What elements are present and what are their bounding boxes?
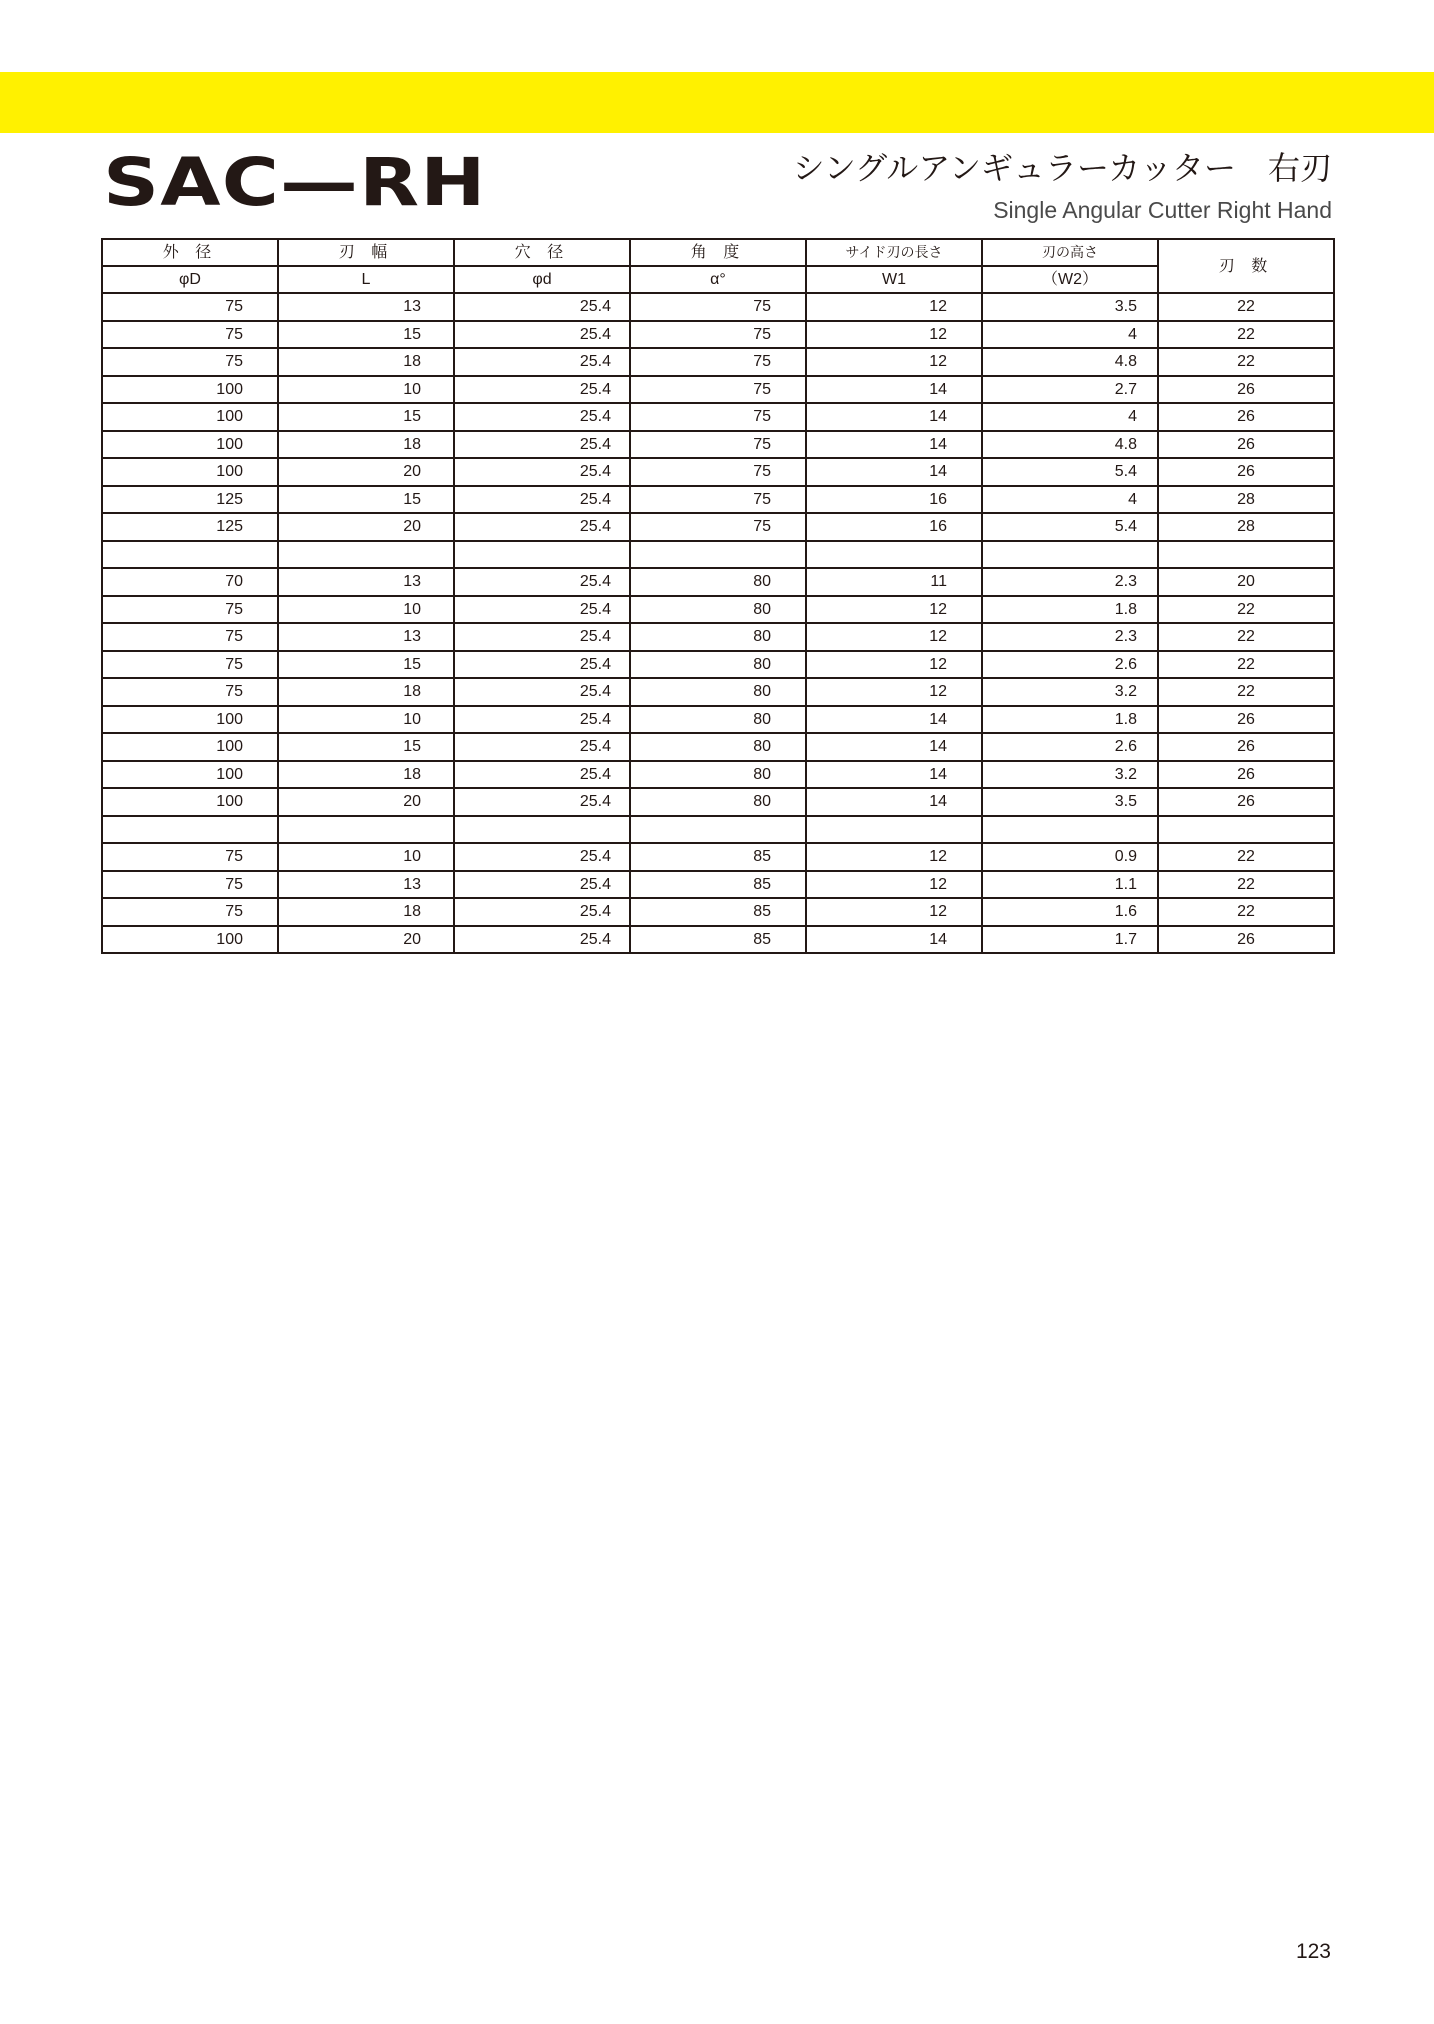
table-cell: 10 (278, 596, 454, 624)
table-cell: 100 (102, 706, 278, 734)
table-cell: 80 (630, 706, 806, 734)
table-cell: 75 (102, 293, 278, 321)
table-row (102, 788, 1334, 816)
header-outer-diameter: 外 径 (102, 239, 278, 266)
table-cell: 1.8 (982, 706, 1158, 734)
table-cell: 26 (1158, 431, 1334, 459)
table-cell: 25.4 (454, 898, 630, 926)
table-cell (806, 541, 982, 569)
table-cell: 14 (806, 788, 982, 816)
table-cell: 18 (278, 678, 454, 706)
table-cell: 12 (806, 898, 982, 926)
table-row (102, 348, 1334, 376)
table-cell: 26 (1158, 926, 1334, 954)
header-row-sub (102, 266, 1334, 293)
table-cell: 2.6 (982, 651, 1158, 679)
table-cell: 22 (1158, 293, 1334, 321)
table-cell: 100 (102, 733, 278, 761)
table-cell: 75 (630, 458, 806, 486)
header-sub-w1: W1 (806, 266, 982, 293)
table-row (102, 651, 1334, 679)
header-bore: 穴 径 (454, 239, 630, 266)
table-row (102, 596, 1334, 624)
table-cell: 100 (102, 458, 278, 486)
table-row (102, 376, 1334, 404)
table-row (102, 541, 1334, 569)
table-cell: 80 (630, 761, 806, 789)
table-cell (278, 541, 454, 569)
table-cell: 80 (630, 651, 806, 679)
table-cell: 13 (278, 293, 454, 321)
table-row (102, 898, 1334, 926)
table-cell: 12 (806, 348, 982, 376)
table-cell: 25.4 (454, 513, 630, 541)
table-row (102, 431, 1334, 459)
table-cell: 75 (102, 321, 278, 349)
table-cell: 75 (102, 623, 278, 651)
header-sub-phid: φd (454, 266, 630, 293)
table-cell: 125 (102, 486, 278, 514)
table-cell: 14 (806, 431, 982, 459)
table-cell: 75 (630, 293, 806, 321)
table-cell: 18 (278, 348, 454, 376)
table-cell: 80 (630, 623, 806, 651)
table-cell: 100 (102, 431, 278, 459)
table-cell: 14 (806, 733, 982, 761)
table-cell: 22 (1158, 596, 1334, 624)
header-row-top (102, 239, 1334, 266)
page-number: 123 (1295, 1940, 1331, 1963)
table-cell: 1.1 (982, 871, 1158, 899)
table-cell: 3.2 (982, 761, 1158, 789)
table-cell: 20 (278, 458, 454, 486)
table-cell: 14 (806, 706, 982, 734)
table-cell: 15 (278, 651, 454, 679)
table-cell: 11 (806, 568, 982, 596)
table-cell: 26 (1158, 458, 1334, 486)
table-cell: 25.4 (454, 486, 630, 514)
table-cell: 100 (102, 403, 278, 431)
table-cell: 100 (102, 761, 278, 789)
table-row (102, 706, 1334, 734)
table-cell: 18 (278, 898, 454, 926)
table-cell: 80 (630, 788, 806, 816)
table-cell: 25.4 (454, 403, 630, 431)
table-cell: 80 (630, 596, 806, 624)
table-cell (102, 816, 278, 844)
table-cell: 75 (102, 596, 278, 624)
table-cell: 5.4 (982, 458, 1158, 486)
table-cell: 12 (806, 651, 982, 679)
table-row (102, 458, 1334, 486)
table-cell: 100 (102, 376, 278, 404)
table-cell: 26 (1158, 376, 1334, 404)
table-cell: 25.4 (454, 926, 630, 954)
product-code: SAC—RH (103, 144, 487, 221)
table-cell: 75 (102, 898, 278, 926)
table-cell: 75 (102, 871, 278, 899)
table-cell: 4 (982, 403, 1158, 431)
table-cell: 12 (806, 871, 982, 899)
table-cell (1158, 541, 1334, 569)
table-cell: 70 (102, 568, 278, 596)
table-cell: 100 (102, 788, 278, 816)
table-cell: 22 (1158, 348, 1334, 376)
table-cell: 28 (1158, 513, 1334, 541)
table-cell: 12 (806, 843, 982, 871)
table-cell: 85 (630, 843, 806, 871)
table-cell (982, 541, 1158, 569)
table-cell: 4 (982, 486, 1158, 514)
table-cell: 26 (1158, 788, 1334, 816)
table-cell: 12 (806, 321, 982, 349)
table-cell: 25.4 (454, 871, 630, 899)
header-sub-phiD: φD (102, 266, 278, 293)
table-cell: 2.6 (982, 733, 1158, 761)
table-cell: 15 (278, 403, 454, 431)
table-cell: 15 (278, 486, 454, 514)
table-cell: 0.9 (982, 843, 1158, 871)
table-cell: 4.8 (982, 348, 1158, 376)
table-cell: 75 (102, 651, 278, 679)
table-cell: 75 (630, 403, 806, 431)
table-cell: 85 (630, 926, 806, 954)
table-cell: 3.5 (982, 788, 1158, 816)
table-cell: 25.4 (454, 733, 630, 761)
table-cell: 28 (1158, 486, 1334, 514)
table-cell: 13 (278, 871, 454, 899)
table-cell: 75 (102, 843, 278, 871)
header-band (0, 72, 1434, 133)
table-cell: 75 (102, 348, 278, 376)
table-cell: 2.3 (982, 623, 1158, 651)
table-cell: 14 (806, 458, 982, 486)
table-cell: 20 (278, 926, 454, 954)
table-cell: 25.4 (454, 596, 630, 624)
header-angle: 角 度 (630, 239, 806, 266)
table-cell (278, 816, 454, 844)
table-cell: 26 (1158, 403, 1334, 431)
table-cell: 26 (1158, 706, 1334, 734)
table-cell: 75 (630, 348, 806, 376)
table-cell: 20 (278, 788, 454, 816)
table-cell: 10 (278, 843, 454, 871)
table-cell: 12 (806, 596, 982, 624)
table-cell: 25.4 (454, 761, 630, 789)
table-cell: 25.4 (454, 293, 630, 321)
table-cell: 12 (806, 293, 982, 321)
table-cell: 22 (1158, 623, 1334, 651)
table-cell: 18 (278, 761, 454, 789)
table-cell: 75 (630, 321, 806, 349)
table-cell: 14 (806, 926, 982, 954)
table-cell: 80 (630, 568, 806, 596)
table-cell: 1.8 (982, 596, 1158, 624)
table-cell: 22 (1158, 321, 1334, 349)
table-cell: 75 (102, 678, 278, 706)
table-cell: 10 (278, 706, 454, 734)
table-cell: 75 (630, 513, 806, 541)
table-row (102, 733, 1334, 761)
table-cell: 18 (278, 431, 454, 459)
table-cell: 25.4 (454, 843, 630, 871)
table-cell: 75 (630, 486, 806, 514)
product-title-en: Single Angular Cutter Right Hand (993, 197, 1332, 223)
table-cell: 3.5 (982, 293, 1158, 321)
table-cell: 25.4 (454, 568, 630, 596)
table-body (102, 293, 1334, 953)
table-cell (102, 541, 278, 569)
table-cell: 25.4 (454, 348, 630, 376)
header-tooth-count: 刃 数 (1158, 239, 1334, 293)
table-cell: 15 (278, 321, 454, 349)
table-cell: 25.4 (454, 788, 630, 816)
table-cell: 3.2 (982, 678, 1158, 706)
table-cell: 25.4 (454, 623, 630, 651)
table-cell: 13 (278, 568, 454, 596)
table-cell: 85 (630, 898, 806, 926)
table-cell: 100 (102, 926, 278, 954)
table-row (102, 486, 1334, 514)
table-cell: 80 (630, 678, 806, 706)
table-cell (1158, 816, 1334, 844)
table-cell (630, 541, 806, 569)
table-cell: 25.4 (454, 706, 630, 734)
table-cell: 15 (278, 733, 454, 761)
header-tooth-height: 刃の高さ (982, 239, 1158, 266)
header-side-length: サイド刃の長さ (806, 239, 982, 266)
table-cell: 22 (1158, 843, 1334, 871)
table-cell (454, 541, 630, 569)
table-row (102, 871, 1334, 899)
table-cell: 14 (806, 376, 982, 404)
table-cell (982, 816, 1158, 844)
header-sub-w2: （W2） (982, 266, 1158, 293)
table-row (102, 843, 1334, 871)
table-cell: 26 (1158, 733, 1334, 761)
table-row (102, 926, 1334, 954)
table-cell: 22 (1158, 871, 1334, 899)
table-cell: 75 (630, 376, 806, 404)
table-cell: 26 (1158, 761, 1334, 789)
table-cell: 25.4 (454, 678, 630, 706)
table-cell: 25.4 (454, 458, 630, 486)
table-cell: 125 (102, 513, 278, 541)
table-row (102, 761, 1334, 789)
table-cell: 25.4 (454, 651, 630, 679)
header-width: 刃 幅 (278, 239, 454, 266)
table-cell: 14 (806, 761, 982, 789)
table-cell: 25.4 (454, 376, 630, 404)
table-cell: 25.4 (454, 321, 630, 349)
table-cell: 22 (1158, 678, 1334, 706)
table-cell (454, 816, 630, 844)
table-cell: 20 (278, 513, 454, 541)
table-cell: 16 (806, 513, 982, 541)
table-cell: 14 (806, 403, 982, 431)
table-row (102, 568, 1334, 596)
table-cell: 75 (630, 431, 806, 459)
table-cell: 16 (806, 486, 982, 514)
table-row (102, 623, 1334, 651)
spec-table (101, 238, 1335, 954)
table-cell: 10 (278, 376, 454, 404)
table-cell: 12 (806, 623, 982, 651)
table-cell: 12 (806, 678, 982, 706)
table-cell: 25.4 (454, 431, 630, 459)
table-cell: 22 (1158, 898, 1334, 926)
table-cell: 13 (278, 623, 454, 651)
table-cell: 20 (1158, 568, 1334, 596)
table-row (102, 678, 1334, 706)
table-row (102, 816, 1334, 844)
header-sub-alpha: α° (630, 266, 806, 293)
table-cell (806, 816, 982, 844)
table-cell: 80 (630, 733, 806, 761)
table-cell: 1.6 (982, 898, 1158, 926)
table-row (102, 513, 1334, 541)
header-sub-L: L (278, 266, 454, 293)
product-title-jp: シングルアンギュラーカッター 右刃 (792, 149, 1332, 187)
table-cell (630, 816, 806, 844)
table-row (102, 293, 1334, 321)
table-cell: 2.3 (982, 568, 1158, 596)
table-cell: 2.7 (982, 376, 1158, 404)
table-cell: 4.8 (982, 431, 1158, 459)
table-row (102, 403, 1334, 431)
table-cell: 1.7 (982, 926, 1158, 954)
table-cell: 5.4 (982, 513, 1158, 541)
table-cell: 4 (982, 321, 1158, 349)
table-cell: 22 (1158, 651, 1334, 679)
table-cell: 85 (630, 871, 806, 899)
table-row (102, 321, 1334, 349)
